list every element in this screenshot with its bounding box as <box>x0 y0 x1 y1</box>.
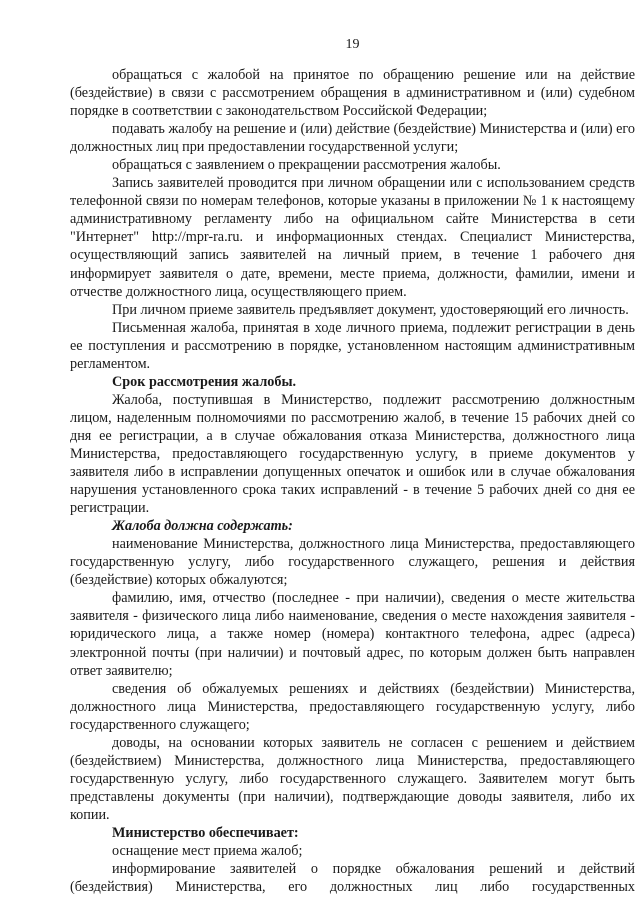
paragraph: сведения об обжалуемых решениях и действиях (бездействии) Министерства, должностного лица Министерства, предоставляющего государственную услугу, либо государственного служащего; <box>70 680 635 733</box>
paragraph: оснащение мест приема жалоб; <box>112 843 303 860</box>
section-heading: Министерство обеспечивает: <box>112 824 299 841</box>
paragraph: обращаться с жалобой на принятое по обращению решение или на действие (бездействие) в связи с рассмотрением обращения в административном и (или) судебном порядке в соответствии с законодательством Российской Федерации; <box>70 67 635 120</box>
paragraph: При личном приеме заявитель предъявляет документ, удостоверяющий его личность. <box>112 301 629 318</box>
paragraph: обращаться с заявлением о прекращении рассмотрения жалобы. <box>112 157 501 174</box>
paragraph: Жалоба, поступившая в Министерство, подлежит рассмотрению должностным лицом, наделенным полномочиями по рассмотрению жалоб, в течение 15 рабочих дней со дня ее регистрации, а в случае обжалования отказа Министерства, должностного лица Министерства, предоставляющего государственную услугу, в приеме документов у заявителя либо в исправлении допущенных опечаток и ошибок или в случае обжалования нарушения установленного срока таких исправлений - в течение 5 рабочих дней со дня ее регистрации. <box>70 391 635 517</box>
document-page <box>70 36 635 896</box>
section-heading: Жалоба должна содержать: <box>112 518 293 535</box>
paragraph: наименование Министерства, должностного лица Министерства, предоставляющего государственную услугу, либо государственного служащего, решения и действия (бездействие) которых обжалуются; <box>70 536 635 589</box>
paragraph: доводы, на основании которых заявитель не согласен с решением и действием (бездействием) Министерства, должностного лица Министерства, предоставляющего государственную услугу, либо государственного служащего. Заявителем могут быть представлены документы (при наличии), подтверждающие доводы заявителя, либо их копии. <box>70 734 635 823</box>
paragraph: фамилию, имя, отчество (последнее - при наличии), сведения о месте жительства заявителя - физического лица либо наименование, сведения о месте нахождения заявителя - юридического лица, а также номер (номера) контактного телефона, адрес (адреса) электронной почты (при наличии) и почтовый адрес, по которым должен быть направлен ответ заявителю; <box>70 590 635 679</box>
page-number: 19 <box>345 37 360 52</box>
section-heading: Срок рассмотрения жалобы. <box>112 373 297 390</box>
paragraph: информирование заявителей о порядке обжалования решений и действий (бездействия) Министерства, его должностных лиц либо государственных <box>70 861 635 896</box>
paragraph: Письменная жалоба, принятая в ходе личного приема, подлежит регистрации в день ее поступления и рассмотрению в порядке, установленном настоящим административным регламентом. <box>70 319 635 372</box>
paragraph: подавать жалобу на решение и (или) действие (бездействие) Министерства и (или) его должностных лиц при предоставлении государственной услуги; <box>70 121 635 156</box>
paragraph: Запись заявителей проводится при личном обращении или с использованием средств телефонной связи по номерам телефонов, которые указаны в приложении № 1 к настоящему административному регламенту либо на официальном сайте Министерства в сети "Интернет" http://mpr-ra.ru. и информационных стендах. Специалист Министерства, осуществляющий запись заявителей на личный прием, в течение 1 рабочего дня информирует заявителя о дате, времени, месте приема, должности, фамилии, имени и отчестве должностного лица, осуществляющего прием. <box>70 175 635 300</box>
